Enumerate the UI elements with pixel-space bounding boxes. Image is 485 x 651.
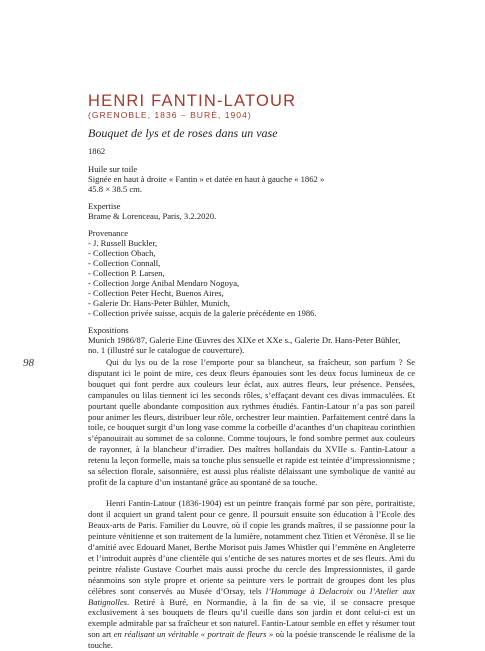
essay-text: où la poésie transcende le réalisme de la touche.	[88, 629, 415, 651]
provenance-item: - Collection P. Larsen,	[88, 268, 165, 278]
essay	[88, 357, 415, 651]
provenance-item: - Collection Obach,	[88, 248, 156, 258]
provenance-item: - Collection Connall,	[88, 258, 161, 268]
expertise-text: Brame & Lorenceau, Paris, 3.2.2020.	[88, 211, 217, 221]
essay-text: ou	[352, 585, 370, 596]
essay-paragraph-1: Qui du lys ou de la rose l’emporte pour sa blancheur, sa fraîcheur, son parfum ? Se disputant ici le point de mire, ces deux fleurs épanouies sont les deux focus lumineux de ce bouquet qui font perdre aux couleurs leur éclat, aux autres fleurs, leur présence. Pensées, campanules ou lilas tiennent ici les seconds rôles, s’effaçant devant ces divas immaculées. Et pourtant quelle abondante composition aux rythmes étudiés. Fantin-Latour n’a pas son pareil pour animer les fleurs, distribuer leur rôle, orchestrer leur maintien. Parfaitement centré dans la toile, ce bouquet surgit d’un long vase comme la corbeille d’acanthes d’un chapiteau corinthien s’épanouirait au sommet de sa colonne. Comme toujours, le fond sombre permet aux couleurs de rayonner, à la blancheur d’irradier. Des maîtres hollandais du XVIIe s. Fantin-Latour a retenu la leçon formelle, mais sa touche plus sensuelle et rapide est teintée d’impressionnisme ; sa sélection florale, saisonnière, est aussi plus réaliste délaissant une symbolique de vanité au profit de la capture d’un instantané grâce au spontané de sa touche.	[88, 357, 415, 487]
provenance-item: - Galerie Dr. Hans-Peter Bühler, Munich,	[88, 298, 230, 308]
essay-text: Henri Fantin-Latour (1836-1904) est un peintre français formé par son père, portraitiste, dont il acquiert un grand talent pour ce genre. Il poursuit ensuite son éducation à l’Ecole des Beaux-arts de Paris. Familier du Louvre, où il copie les grands maîtres, il se passionne pour la peinture vénitienne et son traitement de la lumière, notamment chez Titien et Véronèse. Il se lie d’amitié avec Edouard Manet, Berthe Morisot puis James Whistler qui l’emmène en Angleterre et l’introduit auprès d’une clientèle qui s’entiche de ses natures mortes et de ses fleurs. Ami du peintre réaliste Gustave Courbet mais aussi proche du cercle des Impressionnistes, il garde néanmoins son style propre et oriente sa peinture vers le portrait de groupes dont les plus célèbres sont conservés au Musée d’Orsay, tels	[88, 498, 415, 596]
essay-text: . Retiré à Buré, en Normandie, à la fin de sa vie, il se consacre presque exclusivement à ses bouquets de fleurs qu’il cueille dans son jardin et dont celui-ci est un exemple admirable par sa fraîcheur et son naturel. Fantin-Latour semble en effet y résumer tout son art	[88, 596, 415, 640]
provenance-heading: Provenance	[88, 228, 129, 238]
expositions-line: Munich 1986/87, Galerie Eine Œuvres des XIXe et XXe s., Galerie Dr. Hans-Peter Bühler,	[88, 335, 401, 345]
artwork-dimensions: 45.8 × 38.5 cm.	[88, 184, 143, 194]
artwork-signature: Signée en haut à droite « Fantin » et datée en haut à gauche « 1862 »	[88, 174, 325, 184]
artwork-year: 1862	[88, 146, 106, 156]
provenance-item: - J. Russell Buckler,	[88, 238, 158, 248]
essay-italic-title: l’Atelier aux Batignolles	[88, 585, 415, 607]
artist-name: HENRI FANTIN-LATOUR	[88, 92, 297, 110]
artist-dates: (GRENOBLE, 1836 – BURÉ, 1904)	[88, 110, 252, 120]
essay-paragraph-2	[88, 498, 415, 651]
essay-italic-title: l’Hommage à Delacroix	[265, 585, 353, 596]
expertise-heading: Expertise	[88, 201, 121, 211]
provenance-item: - Collection privée suisse, acquis de la galerie précédente en 1986.	[88, 308, 317, 318]
artwork-medium: Huile sur toile	[88, 164, 138, 174]
essay-italic-phrase: en réalisant un véritable « portrait de fleurs »	[113, 629, 274, 640]
provenance-item: - Collection Peter Hecht, Buenos Aires,	[88, 288, 224, 298]
artwork-title: Bouquet de lys et de roses dans un vase	[88, 126, 278, 140]
page-number: 98	[23, 357, 34, 369]
provenance-item: - Collection Jorge Anibal Mendaro Nogoya,	[88, 278, 240, 288]
expositions-heading: Expositions	[88, 325, 129, 335]
expositions-line: no. 1 (illustré sur le catalogue de couverture).	[88, 345, 245, 355]
